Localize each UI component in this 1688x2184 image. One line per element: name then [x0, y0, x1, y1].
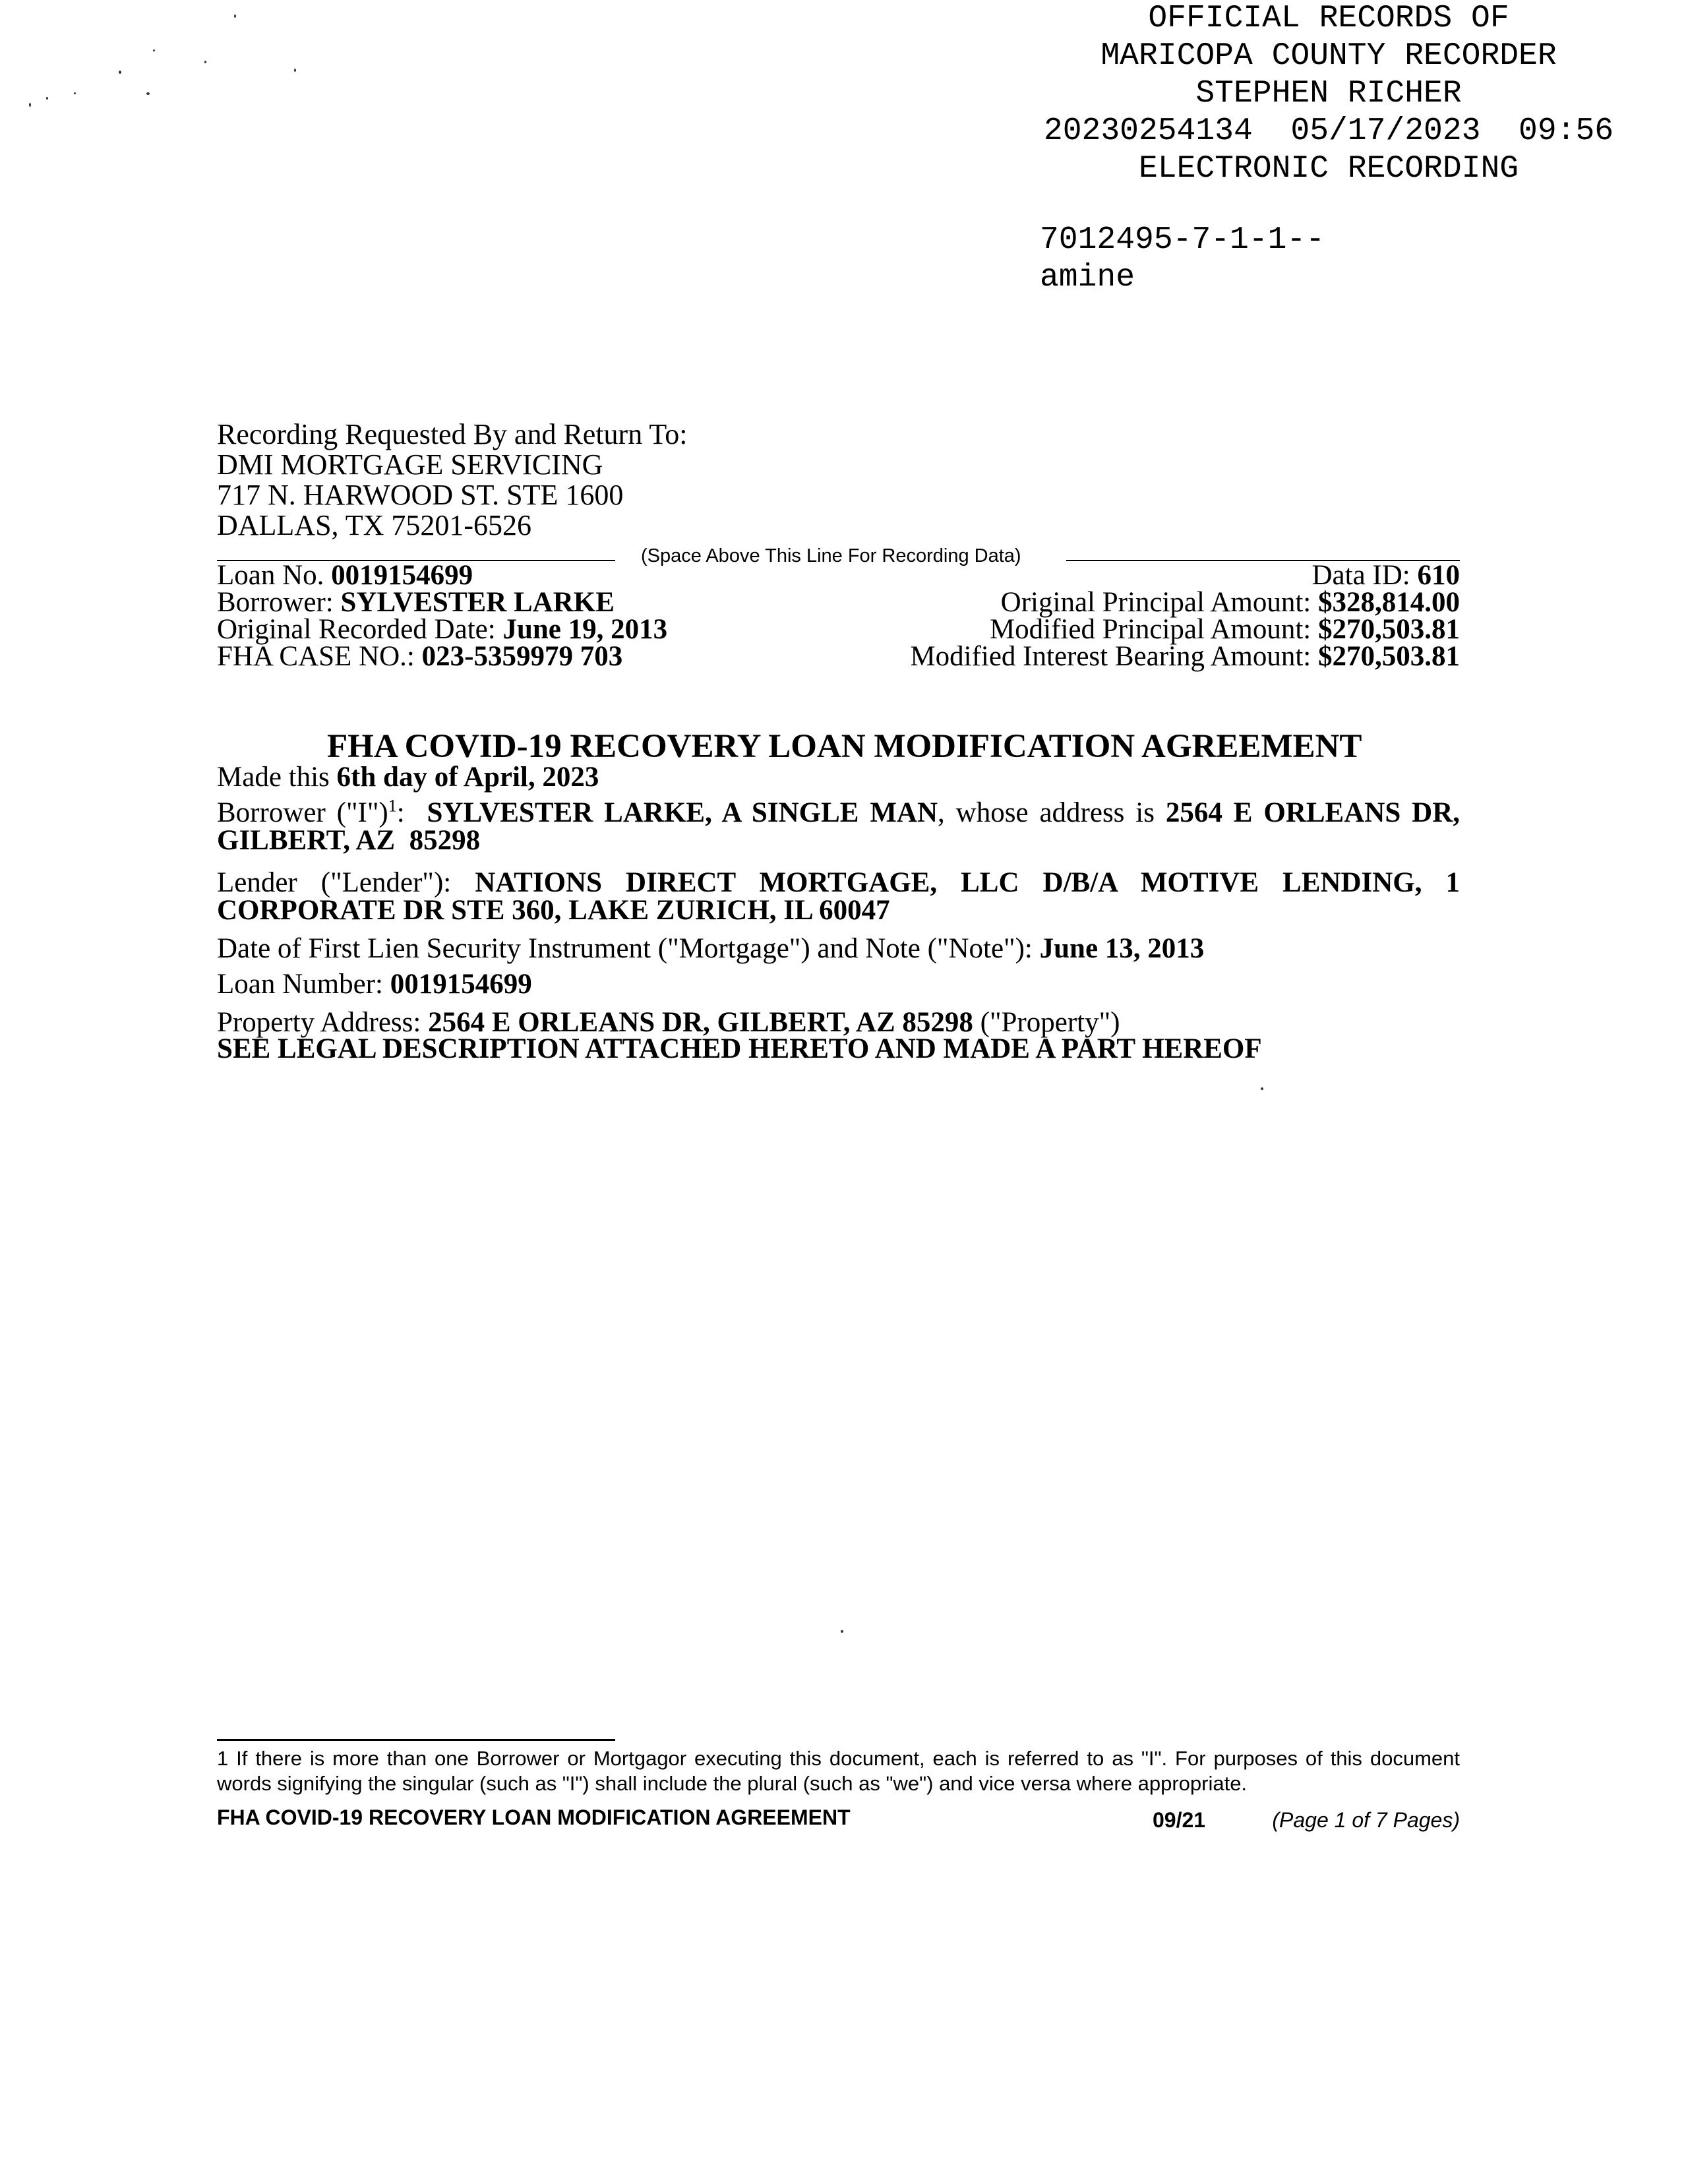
stamp-line: STEPHEN RICHER	[1195, 76, 1462, 111]
borrower-para-colon: :	[396, 797, 405, 828]
mod-interest-label: Modified Interest Bearing Amount:	[910, 641, 1311, 672]
mod-principal-row	[910, 616, 1460, 643]
scan-speck	[153, 49, 155, 51]
loan-info-left	[217, 562, 667, 670]
mod-interest-value: $270,503.81	[1318, 641, 1460, 672]
scan-speck	[46, 97, 48, 100]
footer-page-number: (Page 1 of 7 Pages)	[1272, 1808, 1460, 1832]
loan-number-line	[217, 971, 1460, 998]
legal-description: SEE LEGAL DESCRIPTION ATTACHED HERETO AND MADE A PART HEREOF	[217, 1033, 1262, 1064]
return-street: 717 N. HARWOOD ST. STE 1600	[217, 479, 624, 511]
orig-recorded-value: June 19, 2013	[502, 614, 668, 645]
lender-label: Lender ("Lender"):	[217, 867, 452, 898]
recorder-stamp	[969, 0, 1688, 188]
property-line	[217, 1009, 1460, 1037]
loan-no-value: 0019154699	[331, 560, 473, 591]
space-above-note: (Space Above This Line For Recording Data)	[641, 545, 1021, 566]
property-label: Property Address:	[217, 1007, 421, 1038]
borrower-para-name: SYLVESTER LARKE, A SINGLE MAN	[427, 797, 938, 828]
orig-principal-row	[910, 589, 1460, 616]
return-heading: Recording Requested By and Return To:	[217, 418, 688, 450]
made-this-value: 6th day of April, 2023	[336, 762, 599, 793]
borrower-address-label: , whose address is	[938, 797, 1155, 828]
data-id-row	[910, 562, 1460, 589]
footnote-text: 1 If there is more than one Borrower or Mortgagor executing this document, each is referred to as "I". For purposes of this document words signifying the singular (such as "I") shall include the plural (such as "we") and vice versa where appropriate.	[217, 1747, 1460, 1795]
orig-recorded-label: Original Recorded Date:	[217, 614, 496, 645]
borrower-label: Borrower:	[217, 587, 334, 618]
return-name: DMI MORTGAGE SERVICING	[217, 448, 603, 481]
loan-number-value: 0019154699	[390, 969, 532, 1000]
orig-recorded-row	[217, 616, 667, 643]
scan-speck	[234, 15, 236, 18]
stamp-line: MARICOPA COUNTY RECORDER	[1100, 38, 1557, 74]
footnote-marker: 1	[388, 796, 397, 816]
stamp-line: ELECTRONIC RECORDING	[1138, 151, 1519, 187]
borrower-para-label: Borrower ("I")	[217, 797, 388, 828]
made-this-line	[217, 764, 1460, 791]
data-id-label: Data ID:	[1311, 560, 1410, 591]
stamp-operator: amine	[1040, 260, 1135, 295]
fha-case-label: FHA CASE NO.:	[217, 641, 415, 672]
fha-case-row	[217, 643, 667, 670]
first-lien-line	[217, 935, 1460, 963]
loan-no-label: Loan No.	[217, 560, 324, 591]
loan-number-label: Loan Number:	[217, 969, 383, 1000]
return-address-block	[217, 419, 687, 541]
scan-speck	[29, 103, 31, 107]
stamp-doc-code: 7012495-7-1-1--	[1040, 222, 1325, 258]
scan-speck	[74, 92, 76, 94]
stamp-line: 20230254134 05/17/2023 09:56	[1043, 113, 1614, 149]
borrower-paragraph	[217, 796, 1467, 856]
fha-case-value: 023-5359979 703	[421, 641, 623, 672]
footer-title: FHA COVID-19 RECOVERY LOAN MODIFICATION AGREEMENT	[217, 1805, 851, 1829]
borrower-row	[217, 589, 667, 616]
scan-speck	[841, 1630, 843, 1633]
first-lien-label: Date of First Lien Security Instrument ("Mortgage") and Note ("Note"):	[217, 933, 1033, 964]
scan-speck	[294, 69, 296, 72]
mod-interest-row	[910, 643, 1460, 670]
return-city: DALLAS, TX 75201-6526	[217, 509, 532, 541]
loan-info-right	[910, 562, 1460, 670]
loan-no-row	[217, 562, 667, 589]
property-suffix: ("Property")	[973, 1007, 1120, 1038]
lender-paragraph	[217, 869, 1460, 925]
property-value: 2564 E ORLEANS DR, GILBERT, AZ 85298	[428, 1007, 973, 1038]
orig-principal-value: $328,814.00	[1318, 587, 1460, 618]
data-id-value: 610	[1417, 560, 1460, 591]
borrower-para-address: 2564 E ORLEANS DR, GILBERT, AZ 85298	[217, 797, 1467, 856]
lender-value: NATIONS DIRECT MORTGAGE, LLC D/B/A MOTIVE LENDING, 1 CORPORATE DR STE 360, LAKE ZURICH, IL 60047	[217, 867, 1460, 926]
document-title: FHA COVID-19 RECOVERY LOAN MODIFICATION AGREEMENT	[327, 728, 1362, 765]
made-this-label: Made this	[217, 762, 330, 793]
borrower-value: SYLVESTER LARKE	[340, 587, 615, 618]
footnote-rule	[217, 1739, 615, 1741]
stamp-meta	[1040, 222, 1325, 297]
first-lien-value: June 13, 2013	[1039, 933, 1205, 964]
scan-speck	[119, 71, 121, 74]
scan-speck	[146, 92, 150, 95]
mod-principal-value: $270,503.81	[1318, 614, 1460, 645]
scan-speck	[204, 61, 206, 63]
footer-form-code: 09/21	[1153, 1808, 1206, 1832]
mod-principal-label: Modified Principal Amount:	[989, 614, 1311, 645]
scan-speck	[1261, 1087, 1263, 1090]
orig-principal-label: Original Principal Amount:	[1000, 587, 1311, 618]
stamp-line: OFFICIAL RECORDS OF	[1148, 1, 1509, 36]
